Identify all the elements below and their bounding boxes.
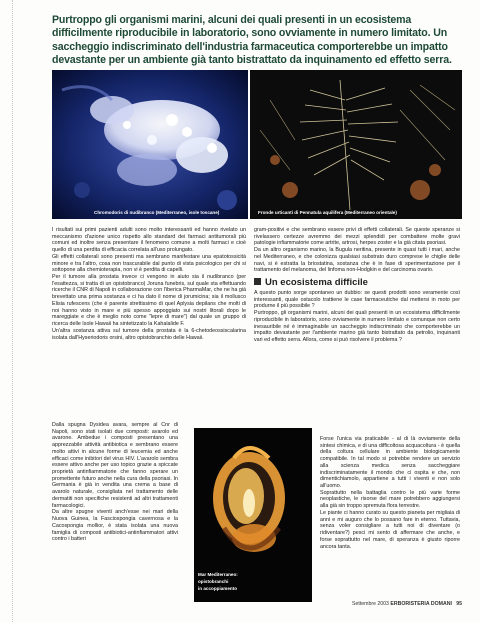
- paragraph: A questo punto sorge spontaneo un dubbio: se questi prodotti sono veramente così interessanti, quale ostacolo trattiene le case farmaceutiche dal mettersi in moto per produrne il più possibile ?: [254, 290, 460, 310]
- caption-small-3: in accoppiamento: [198, 586, 238, 591]
- paragraph: Da un altro organismo marino, la Bugula neritina, presente in quasi tutti i mari, anche nel Mediterraneo, e che colonizza qualsiasi substrato duro comprese le chiglie delle navi, si è estratta la briostatina, sostanza che è in fase di sperimentazione per il trattamento del melanoma, del linfoma non-Hodgkin e del carcinoma ovario.: [254, 247, 460, 274]
- paragraph: Dalla spugna Dysidea avara, sempre al Cnr di Napoli, sono stati isolati due composti: avarolo ed avarone. Ambedue i composti presentano una apprezzabile attività antibiotica e sembrano essere molto attivi in alcune forme di leucemia ed anche efficaci come inibitori del virus HIV. L'avarolo sembra essere attivo anche per uso topico grazie a spiccate proprietà antinfiammatorie che fanno sperare un promettente futuro anche nella cura della psoriasi. In Germania è già in vendita una crema a base di avarolo naturale, consigliata nel trattamento delle dermatiti non specifiche resistenti ad altri trattamenti farmacologici.: [52, 422, 178, 509]
- caption-small-1: Mar Mediterraneo:: [198, 572, 238, 577]
- photo-nudibranch: [52, 70, 248, 219]
- column-1-top: [52, 227, 246, 341]
- paragraph: gram-positivi e che sembrano essere privi di effetti collaterali. Se queste speranze si rivelassero certezze avremmo dei mezzi splendidi per combattere molte gravi patologie infiammatorie come artrite, artrosi, herpes zoster e la già citata psoriasi.: [254, 227, 460, 247]
- page-number: 95: [456, 601, 462, 607]
- page-footer: [352, 601, 462, 607]
- paragraph: Purtroppo, gli organismi marini, alcuni dei quali presenti in un ecosistema difficilmente riproducibile in laboratorio, sono ovviamente in numero limitato e comunque non certo inesauribile né è immaginabile un saccheggio indiscriminato che comporterebbe un impatto devastante per l'ambiente marino già tanto bistrattato da petrolio, inquinanti vari ed effetto serra. Allora, come si può risolvere il problema ?: [254, 310, 460, 344]
- paragraph: Un'altra sostanza attiva sul tumore della prostata è la 6-chetodeossiscalarina isolata dall'Hyseriodoris orsini, altro opistobranchio delle Hawaii.: [52, 327, 246, 341]
- paragraph: Gli effetti collaterali sono presenti ma sembrano manifestare una epatotossicità minore e tra l'altro, cosa non trascurabile dal punto di vista psicologico per chi si sottopone alla chemioterapia, non vi è perdita di capelli.: [52, 253, 246, 274]
- paragraph: I risultati sui primi pazienti adulti sono molto interessanti ed hanno rivelato un meccanismo d'azione unico rispetto allo standard dei farmaci antitumorali più comuni ed inoltre senza presentare il fenomeno comune a molti farmaci e cioè quello di una perdita di efficacia correlata all'uso prolungato.: [52, 227, 246, 254]
- caption-left: Chromodoris di nudibranco (Mediterraneo, isole toscane): [94, 210, 220, 215]
- paragraph: Forse l'unica via praticabile - al di là ovviamente della sintesi chimica, e di una difficoltosa acquacoltura - è quella della coltura cellulare in ambiente biologicamente compatibile. In tal modo si potrebbe rendere un servizio alla scienza medica senza saccheggiare indiscriminatamente il mondo che ci ospita e che, non dimentichiamolo, appartiene a tutti i viventi e non solo all'uomo.: [320, 436, 460, 490]
- paragraph: Per il tumore alla prostata invece ci vengono in aiuto sia il nudibranco (per l'esattezza, si tratta di un opistobranco) Joruna funebris, sul quale sta effettuando ricerche il CNR di Napoli in collaborazione con l'iberica PharmaMar, che ne ha già brevettato una prima sostanza e ci ha dato il nome di jorumicina; sia il mollusco Elisia rufescens (che è parente strettissimo di quel Aplysia depilans che molti di noi hanno visto in mare e più spesso appoggiato sui nostri litorali dopo le mareggiate e che è meglio noto come "lepre di mare") dal quale un gruppo di ricerca delle Isole Hawaii ha sintetizzato la Kahalalide F.: [52, 274, 246, 328]
- paragraph: Soprattutto nella battaglia contro le più varie forme neoplastiche, le risorse del mare potrebbero aggiungersi alla già sin troppo spremuta flora terrestre.: [320, 489, 460, 510]
- paragraph: Le piante ci hanno curato su questo pianeta per migliaia di anni e mi auguro che lo possano fare in eterno. Tuttavia, senza voler consigliare a tutti noi di diventare (o ridiventare?) pesci mi sento di affermare che anche, e forse soprattutto nel mare, di speranza è giusto riporre ancora tanta.: [320, 509, 460, 550]
- binding-guide: [12, 0, 14, 622]
- column-1-bottom: [52, 422, 178, 543]
- caption-right: Fronde urticanti di Pennatula aquilifera (Mediterraneo orientale): [258, 210, 397, 215]
- section-heading: [254, 277, 460, 288]
- column-2-bottom: [320, 436, 460, 550]
- section-heading-text: Un ecosistema difficile: [265, 277, 368, 289]
- photo-sea-pen: [250, 70, 462, 219]
- square-bullet-icon: [254, 278, 261, 285]
- column-2-top: [254, 227, 460, 344]
- footer-magazine: ERBORISTERIA DOMANI: [390, 601, 452, 607]
- footer-date: Settembre 2003: [352, 601, 389, 607]
- intro-paragraph: Purtroppo gli organismi marini, alcuni dei quali presenti in un ecosistema difficilmente riproducibile in laboratorio, sono ovviamente in numero limitato. Un saccheggio indiscriminato dell'industria farmaceutica comporterebbe un impatto devastante per un ambiente già tanto bistrattato da inquinamento ed effetto serra.: [52, 14, 452, 67]
- caption-small-2: opistobranchi: [198, 579, 229, 584]
- paragraph: Da altre spugne viventi anch'esse nei mari della Nuova Guinea, la Fasciospongia cavernosa e la Cacospongia mollior, è stata isolata una nuova famiglia di composti antibiotici-antinfiammatori attivi contro i batteri: [52, 509, 178, 543]
